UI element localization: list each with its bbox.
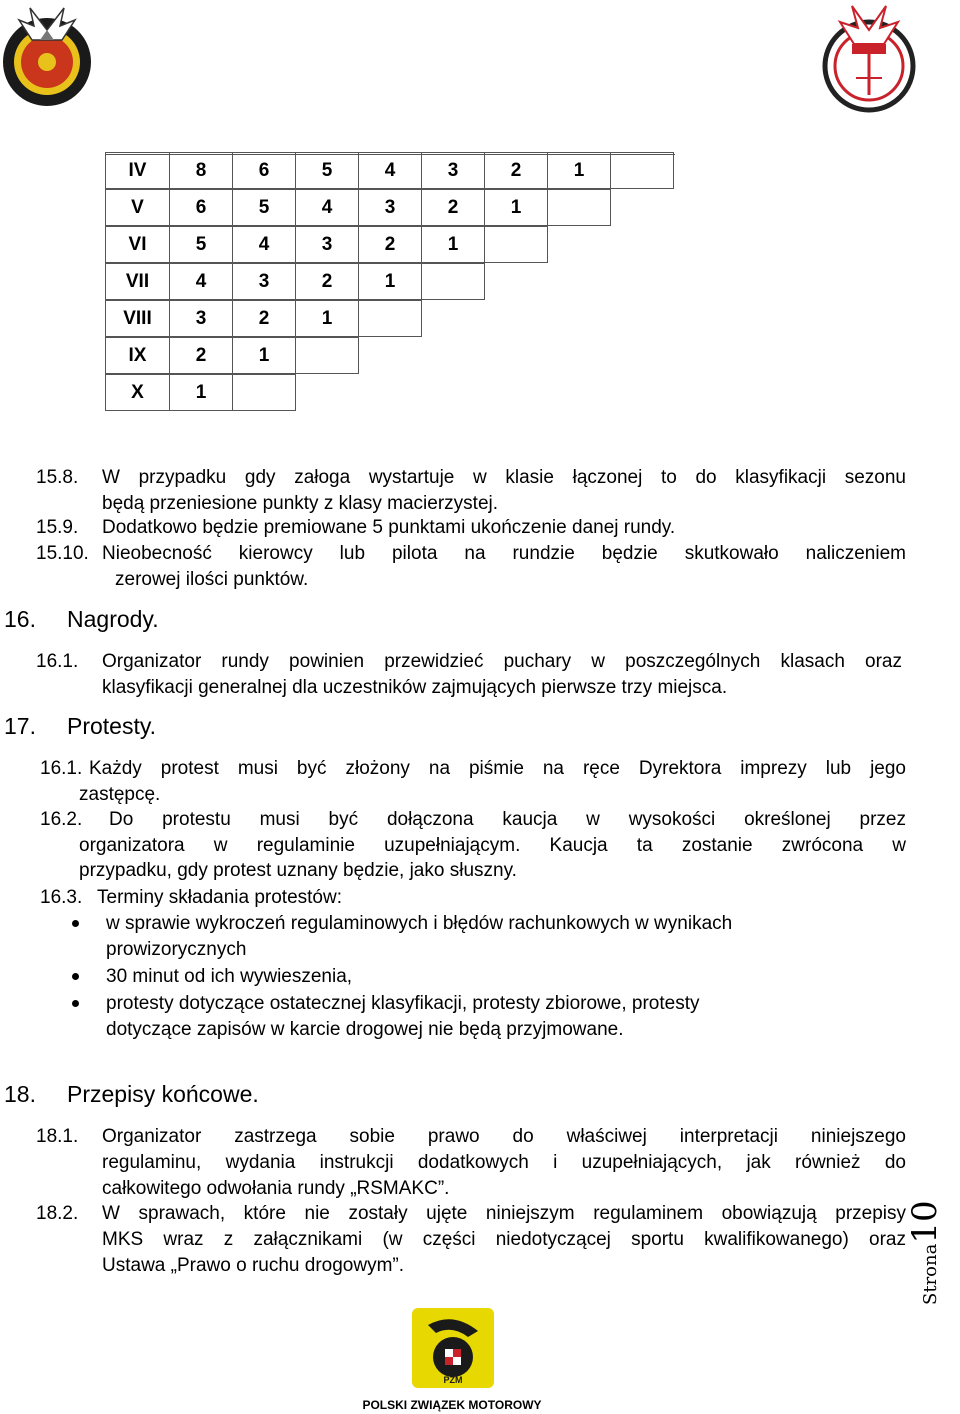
table-cell: 4: [232, 226, 296, 263]
protest-16-2-line-3: przypadku, gdy protest uznany będzie, jako słuszny.: [79, 860, 517, 881]
heading-18-title: Przepisy końcowe.: [67, 1081, 259, 1107]
protest-16-1-line-1: Każdy protest musi być złożony na piśmie na ręce Dyrektora imprezy lub jego: [89, 758, 906, 779]
table-row-label: X: [105, 374, 170, 411]
table-cell: 2: [358, 226, 422, 263]
table-empty-cell: [421, 263, 485, 300]
protest-16-2-line-2: organizatora w regulaminie uzupełniającym. Kaucja ta zostanie zwrócona w: [79, 835, 906, 856]
section-15-9-text: Dodatkowo będzie premiowane 5 punktami ukończenie danej rundy.: [102, 517, 676, 538]
heading-17-number: 17.: [4, 713, 36, 739]
bullet-icon: [72, 973, 79, 980]
section-18-1-line-1: Organizator zastrzega sobie prawo do właściwej interpretacji niniejszego: [102, 1126, 906, 1147]
bullet-icon: [72, 920, 79, 927]
table-cell: 5: [295, 152, 359, 189]
table-cell: 4: [295, 189, 359, 226]
table-cell: 1: [232, 337, 296, 374]
table-row-label: IV: [105, 152, 170, 189]
heading-16-number: 16.: [4, 606, 36, 632]
protest-16-3-title: Terminy składania protestów:: [97, 887, 342, 908]
protest-16-1-line-2: zastępcę.: [79, 784, 161, 805]
table-cell: 3: [358, 189, 422, 226]
table-row-label: VI: [105, 226, 170, 263]
table-row-label: VIII: [105, 300, 170, 337]
table-cell: 1: [547, 152, 611, 189]
table-cell: 1: [484, 189, 548, 226]
section-15-10-line-2: zerowej ilości punktów.: [115, 569, 309, 590]
table-cell: 3: [169, 300, 233, 337]
table-empty-cell: [358, 300, 422, 337]
table-cell: 4: [358, 152, 422, 189]
table-empty-cell: [547, 189, 611, 226]
table-cell: 2: [484, 152, 548, 189]
table-cell: 1: [295, 300, 359, 337]
table-empty-cell: [232, 374, 296, 411]
section-18-1-number: 18.1.: [36, 1126, 79, 1147]
table-cell: 3: [232, 263, 296, 300]
bullet-2-line-1: 30 minut od ich wywieszenia,: [106, 966, 353, 987]
protest-16-2-line-1: Do protestu musi być dołączona kaucja w wysokości określonej przez: [109, 809, 906, 830]
section-18-1-line-2: regulaminu, wydania instrukcji dodatkowych i uzupełniających, jak również do: [102, 1152, 906, 1173]
section-16-1-line-1: Organizator rundy powinien przewidzieć puchary w poszczególnych klasach oraz: [102, 651, 902, 672]
section-16-1-line-2: klasyfikacji generalnej dla uczestników zajmujących pierwsze trzy miejsca.: [102, 677, 728, 698]
table-cell: 3: [421, 152, 485, 189]
table-empty-cell: [295, 337, 359, 374]
table-cell: 4: [169, 263, 233, 300]
section-18-2-line-1: W sprawach, które nie zostały ujęte niniejszym regulaminem obowiązują przepisy: [102, 1203, 906, 1224]
section-18-2-number: 18.2.: [36, 1203, 79, 1224]
section-18-2-line-2: MKS wraz z załącznikami (w części niedotyczącej sportu kwalifikowanego) oraz: [102, 1229, 906, 1250]
table-cell: 5: [169, 226, 233, 263]
table-row-label: V: [105, 189, 170, 226]
table-cell: 3: [295, 226, 359, 263]
section-15-10-line-1: Nieobecność kierowcy lub pilota na rundzie będzie skutkowało naliczeniem: [102, 543, 906, 564]
heading-18-number: 18.: [4, 1081, 36, 1107]
pzm-badge-text: PZM: [443, 1375, 463, 1385]
table-cell: 2: [421, 189, 485, 226]
table-cell: 2: [295, 263, 359, 300]
section-15-9-number: 15.9.: [36, 517, 79, 538]
automobilklub-orzel-logo: [822, 0, 917, 118]
bullet-1-line-1: w sprawie wykroczeń regulaminowych i błędów rachunkowych w wynikach: [106, 913, 733, 934]
table-cell: 5: [232, 189, 296, 226]
pzm-logo: [350, 1305, 555, 1414]
automobilklub-lodzki-logo: [0, 0, 95, 110]
heading-17-title: Protesty.: [67, 713, 157, 739]
section-18-2-line-3: Ustawa „Prawo o ruchu drogowym”.: [102, 1255, 404, 1276]
table-cell: 2: [169, 337, 233, 374]
table-cell: 2: [232, 300, 296, 337]
table-row-label: IX: [105, 337, 170, 374]
table-empty-cell: [610, 152, 674, 189]
section-15-10-number: 15.10.: [36, 543, 89, 564]
section-15-8-line-1: W przypadku gdy załoga wystartuje w klasie łączonej to do klasyfikacji sezonu: [102, 467, 906, 488]
protest-16-2-number: 16.2.: [40, 809, 83, 830]
table-cell: 6: [169, 189, 233, 226]
table-empty-cell: [484, 226, 548, 263]
section-18-1-line-3: całkowitego odwołania rundy „RSMAKC”.: [102, 1178, 450, 1199]
section-15-8-number: 15.8.: [36, 467, 79, 488]
bullet-icon: [72, 1000, 79, 1007]
table-cell: 6: [232, 152, 296, 189]
table-cell: 8: [169, 152, 233, 189]
table-cell: 1: [358, 263, 422, 300]
page-label-number: 10: [905, 1200, 945, 1244]
bullet-3-line-2: dotyczące zapisów w karcie drogowej nie będą przyjmowane.: [106, 1019, 624, 1040]
protest-16-3-number: 16.3.: [40, 887, 83, 908]
protest-16-1-number: 16.1.: [40, 758, 83, 779]
table-cell: 1: [169, 374, 233, 411]
page-number-label: [905, 1185, 960, 1305]
table-row-label: VII: [105, 263, 170, 300]
page-label-word: Strona: [920, 1243, 941, 1305]
bullet-3-line-1: protesty dotyczące ostatecznej klasyfikacji, protesty zbiorowe, protesty: [106, 993, 700, 1014]
bullet-1-line-2: prowizorycznych: [106, 939, 247, 960]
section-16-1-number: 16.1.: [36, 651, 79, 672]
pzm-name-text: POLSKI ZWIĄZEK MOTOROWY: [362, 1398, 542, 1412]
table-cell: 1: [421, 226, 485, 263]
section-15-8-line-2: będą przeniesione punkty z klasy macierzystej.: [102, 493, 499, 514]
heading-16-title: Nagrody.: [67, 606, 159, 632]
